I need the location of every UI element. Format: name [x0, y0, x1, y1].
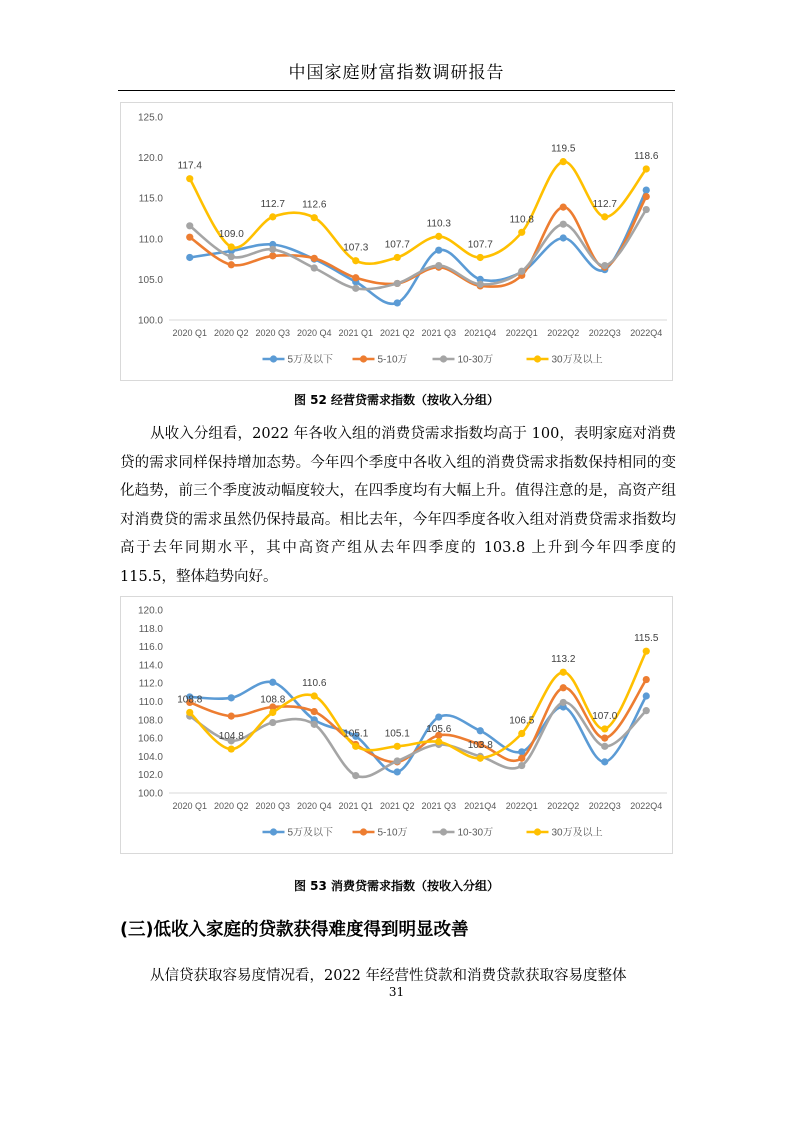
y-tick-label: 120.0	[137, 605, 163, 617]
data-label: 103.8	[467, 740, 493, 752]
legend-marker	[270, 828, 277, 835]
data-label: 105.1	[384, 728, 410, 740]
page-number: 31	[388, 985, 405, 999]
legend-label: 5-10万	[377, 354, 408, 366]
data-point	[394, 280, 401, 287]
data-point	[477, 727, 484, 734]
data-label: 112.7	[592, 198, 617, 210]
legend-marker	[440, 355, 447, 362]
data-point	[601, 725, 608, 732]
data-label: 119.5	[551, 143, 576, 155]
x-tick-label: 2022Q4	[630, 801, 663, 811]
data-point	[352, 285, 359, 292]
x-tick-label: 2022Q2	[547, 801, 580, 811]
data-point	[643, 648, 650, 655]
x-tick-label: 2022Q1	[505, 801, 538, 811]
y-tick-label: 106.0	[137, 733, 163, 745]
x-tick-label: 2020 Q2	[213, 801, 249, 811]
x-tick-label: 2021 Q1	[338, 801, 374, 811]
data-point	[311, 692, 318, 699]
series-line	[190, 702, 647, 777]
data-point	[394, 254, 401, 261]
legend-label: 5万及以下	[287, 827, 334, 839]
legend-label: 10-30万	[457, 827, 494, 839]
data-point	[560, 204, 567, 211]
x-tick-label: 2020 Q3	[255, 801, 291, 811]
data-point	[435, 713, 442, 720]
x-tick-label: 2022Q3	[588, 801, 621, 811]
data-point	[477, 281, 484, 288]
data-point	[643, 692, 650, 699]
body-paragraph-1	[120, 420, 676, 592]
y-tick-label: 105.0	[137, 274, 163, 286]
data-point	[601, 213, 608, 220]
data-label: 104.8	[218, 731, 244, 743]
data-point	[311, 708, 318, 715]
y-tick-label: 110.0	[138, 697, 163, 708]
data-point	[228, 243, 235, 250]
data-label: 110.8	[509, 214, 534, 226]
data-label: 118.6	[634, 150, 659, 162]
data-label: 110.6	[302, 678, 327, 690]
data-point	[435, 262, 442, 269]
data-label: 108.8	[177, 694, 203, 706]
data-point	[560, 234, 567, 241]
data-point	[601, 743, 608, 750]
data-point	[518, 755, 525, 762]
y-tick-label: 112.0	[138, 678, 163, 690]
legend-marker	[360, 828, 367, 835]
data-point	[186, 234, 193, 241]
data-label: 117.4	[177, 160, 202, 172]
data-point	[435, 233, 442, 240]
data-point	[560, 158, 567, 165]
y-tick-label: 100.0	[137, 315, 163, 327]
data-point	[269, 709, 276, 716]
data-point	[352, 772, 359, 779]
series-line	[190, 680, 647, 763]
figure-53-caption: 图 53 消费贷需求指数（按收入分组）	[293, 879, 500, 893]
data-point	[352, 257, 359, 264]
series-line	[190, 651, 647, 758]
data-point	[601, 262, 608, 269]
data-label: 107.7	[467, 239, 493, 251]
data-point	[352, 274, 359, 281]
y-tick-label: 108.0	[137, 715, 163, 727]
body-paragraph-1-text: 从收入分组看，2022 年各收入组的消费贷需求指数均高于 100，表明家庭对消费贷的需求同样保持增加态势。今年四个季度中各收入组的消费贷需求指数保持相同的变化趋势，前三个季度波动幅度较大，在四季度均有大幅上升。值得注意的是，高资产组对消费贷的需求虽然仍保持最高。相比去年，今年四季度各收入组对消费贷需求指数均高于去年同期水平，其中高资产组从去年四季度的 103.8 上升到今年四季度的 115.5，整体趋势向好。	[120, 426, 676, 585]
section-heading: (三)低收入家庭的贷款获得难度得到明显改善	[120, 920, 469, 940]
x-tick-label: 2021 Q3	[421, 801, 457, 811]
body-paragraph-2-text: 从信贷获取容易度情况看，2022 年经营性贷款和消费贷款获取容易度整体	[150, 968, 627, 984]
data-point	[560, 669, 567, 676]
data-point	[601, 758, 608, 765]
data-point	[311, 214, 318, 221]
y-tick-label: 120.0	[137, 153, 163, 165]
x-tick-label: 2021Q4	[464, 801, 497, 811]
x-tick-label: 2020 Q2	[213, 328, 249, 338]
data-point	[518, 229, 525, 236]
chart-business-loan-demand-svg	[121, 103, 672, 380]
data-point	[560, 221, 567, 228]
data-point	[228, 713, 235, 720]
data-point	[643, 676, 650, 683]
data-label: 115.5	[634, 633, 659, 645]
data-point	[477, 254, 484, 261]
data-point	[643, 193, 650, 200]
data-point	[643, 165, 650, 172]
data-point	[518, 730, 525, 737]
x-tick-label: 2020 Q1	[172, 328, 208, 338]
chart-consumer-loan-demand-svg	[121, 597, 672, 853]
y-tick-label: 118.0	[138, 623, 163, 635]
data-point	[643, 206, 650, 213]
data-point	[311, 264, 318, 271]
data-label: 107.0	[592, 710, 618, 722]
data-point	[394, 757, 401, 764]
y-tick-label: 110.0	[138, 234, 163, 246]
x-tick-label: 2021 Q3	[421, 328, 457, 338]
data-point	[560, 699, 567, 706]
data-label: 106.5	[509, 715, 535, 727]
x-tick-label: 2022Q4	[630, 328, 663, 338]
data-label: 112.6	[302, 199, 327, 211]
data-label: 105.1	[343, 728, 369, 740]
data-label: 107.3	[343, 242, 369, 254]
data-point	[394, 768, 401, 775]
data-label: 105.6	[426, 723, 452, 735]
data-point	[228, 694, 235, 701]
data-point	[518, 762, 525, 769]
data-point	[228, 261, 235, 268]
data-point	[269, 213, 276, 220]
data-label: 110.3	[426, 218, 451, 230]
y-tick-label: 114.0	[138, 660, 163, 672]
x-tick-label: 2021Q4	[464, 328, 497, 338]
page-header: 中国家庭财富指数调研报告	[288, 63, 505, 83]
data-point	[186, 222, 193, 229]
data-point	[643, 186, 650, 193]
data-point	[228, 745, 235, 752]
data-point	[518, 268, 525, 275]
x-tick-label: 2022Q2	[547, 328, 580, 338]
data-label: 108.8	[260, 694, 286, 706]
chart-business-loan-demand	[120, 102, 673, 381]
x-tick-label: 2022Q1	[505, 328, 538, 338]
data-point	[394, 743, 401, 750]
legend-label: 10-30万	[457, 354, 494, 366]
legend-label: 30万及以上	[551, 354, 603, 366]
data-point	[186, 175, 193, 182]
data-point	[352, 743, 359, 750]
data-label: 109.0	[218, 228, 244, 240]
figure-52-caption: 图 52 经营贷需求指数（按收入分组）	[293, 393, 500, 407]
y-tick-label: 102.0	[137, 770, 163, 782]
x-tick-label: 2020 Q4	[296, 801, 332, 811]
data-point	[228, 253, 235, 260]
y-tick-label: 104.0	[137, 751, 163, 763]
legend-marker	[534, 355, 541, 362]
data-point	[269, 679, 276, 686]
legend-label: 5万及以下	[287, 354, 334, 366]
x-tick-label: 2021 Q2	[379, 801, 415, 811]
header-rule	[118, 90, 675, 91]
data-point	[560, 684, 567, 691]
data-label: 107.7	[384, 239, 410, 251]
legend-marker	[360, 355, 367, 362]
data-point	[435, 247, 442, 254]
legend-marker	[440, 828, 447, 835]
data-point	[435, 738, 442, 745]
legend-label: 30万及以上	[551, 827, 603, 839]
x-tick-label: 2020 Q3	[255, 328, 291, 338]
data-label: 113.2	[551, 654, 576, 666]
legend-marker	[534, 828, 541, 835]
x-tick-label: 2020 Q4	[296, 328, 332, 338]
data-point	[643, 707, 650, 714]
y-tick-label: 125.0	[137, 112, 163, 124]
y-tick-label: 115.0	[138, 193, 163, 205]
y-tick-label: 100.0	[137, 788, 163, 800]
legend-label: 5-10万	[377, 827, 408, 839]
x-tick-label: 2020 Q1	[172, 801, 208, 811]
x-tick-label: 2021 Q1	[338, 328, 374, 338]
data-point	[477, 755, 484, 762]
data-point	[186, 254, 193, 261]
data-point	[311, 255, 318, 262]
x-tick-label: 2022Q3	[588, 328, 621, 338]
data-label: 112.7	[260, 198, 285, 210]
data-point	[186, 709, 193, 716]
data-point	[601, 735, 608, 742]
data-point	[394, 299, 401, 306]
data-point	[311, 721, 318, 728]
x-tick-label: 2021 Q2	[379, 328, 415, 338]
data-point	[269, 252, 276, 259]
y-tick-label: 116.0	[138, 642, 163, 654]
data-point	[269, 719, 276, 726]
chart-consumer-loan-demand	[120, 596, 673, 854]
data-point	[269, 246, 276, 253]
legend-marker	[270, 355, 277, 362]
